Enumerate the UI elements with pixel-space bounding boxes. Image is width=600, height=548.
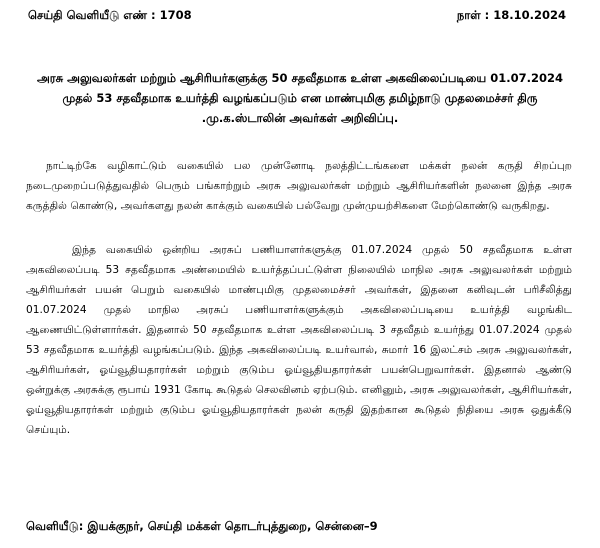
body-paragraph-2: இந்த வகையில் ஒன்றிய அரசுப் பணியாளர்களுக்கு 01.07.2024 முதல் 50 சதவீதமாக உள்ள அகவிலைப்படி 53 சதவீதமாக அண்மையில் உயர்த்தப்பட்டுள்ள நிலையில் மாநில அரசு அலுவலர்கள் மற்றும் ஆசிரியர்கள் பயன் பெறும் வகையில் மாண்புமிகு முதலமைச்சர் அவர்கள், இதனை கனிவுடன் பரிசீலித்து 01.07.2024 முதல் மாநில அரசுப் பணியாளர்களுக்கும் அகவிலைப்படியை உயர்த்தி வழங்கிட ஆணையிட்டுள்ளார்கள். இதனால் 50 சதவீதமாக உள்ள அகவிலைப்படி 3 சதவீதம் உயர்ந்து 01.07.2024 முதல் 53 சதவீதமாக உயர்த்தி வழங்கப்படும். இந்த அகவிலைப்படி உயர்வால், சுமார் 16 இலட்சம் அரசு அலுவலர்கள், ஆசிரியர்கள், ஓய்வூதியதாரர்கள் மற்றும் குடும்ப ஓய்வூதியதாரர்கள் பயன்பெறுவார்கள். இதனால் ஆண்டு ஒன்றுக்கு அரசுக்கு ரூபாய் 1931 கோடி கூடுதல் செலவினம் ஏற்படும். எனினும், அரசு அலுவலர்கள், ஆசிரியர்கள், ஓய்வூதியதாரர்கள் மற்றும் குடும்ப ஓய்வூதியதாரர்கள் நலன் கருதி இதற்கான கூடுதல் நிதியை அரசு ஒதுக்கீடு செய்யும். xyxy=(26,244,572,436)
release-header xyxy=(28,8,572,28)
release-number: செய்தி வெளியீடு எண் : 1708 xyxy=(28,8,192,22)
release-date: நாள் : 18.10.2024 xyxy=(456,8,566,22)
issuer-footer: வெளியீடு: இயக்குநர், செய்தி மக்கள் தொடர்புத்துறை, சென்னை–9 xyxy=(26,519,378,533)
body-paragraph-1: நாட்டிற்கே வழிகாட்டும் வகையில் பல முன்னோடி நலத்திட்டங்களை மக்கள் நலன் கருதி சிறப்புற நடைமுறைப்படுத்துவதில் பெரும் பங்காற்றும் அரசு அலுவலர்கள் மற்றும் ஆசிரியர்களின் நலனை இந்த அரசு கருத்தில் கொண்டு, அவர்களது நலன் காக்கும் வகையில் பல்வேறு முன்முயற்சிகளை மேற்கொண்டு வருகிறது. xyxy=(26,160,572,212)
press-release-headline: அரசு அலுவலர்கள் மற்றும் ஆசிரியர்களுக்கு 50 சதவீதமாக உள்ள அகவிலைப்படியை 01.07.2024 முதல் 53 சதவீதமாக உயர்த்தி வழங்கப்படும் என மாண்புமிகு தமிழ்நாடு முதலமைச்சர் திரு .மு.க.ஸ்டாலின் அவர்கள் அறிவிப்பு. xyxy=(36,71,564,125)
